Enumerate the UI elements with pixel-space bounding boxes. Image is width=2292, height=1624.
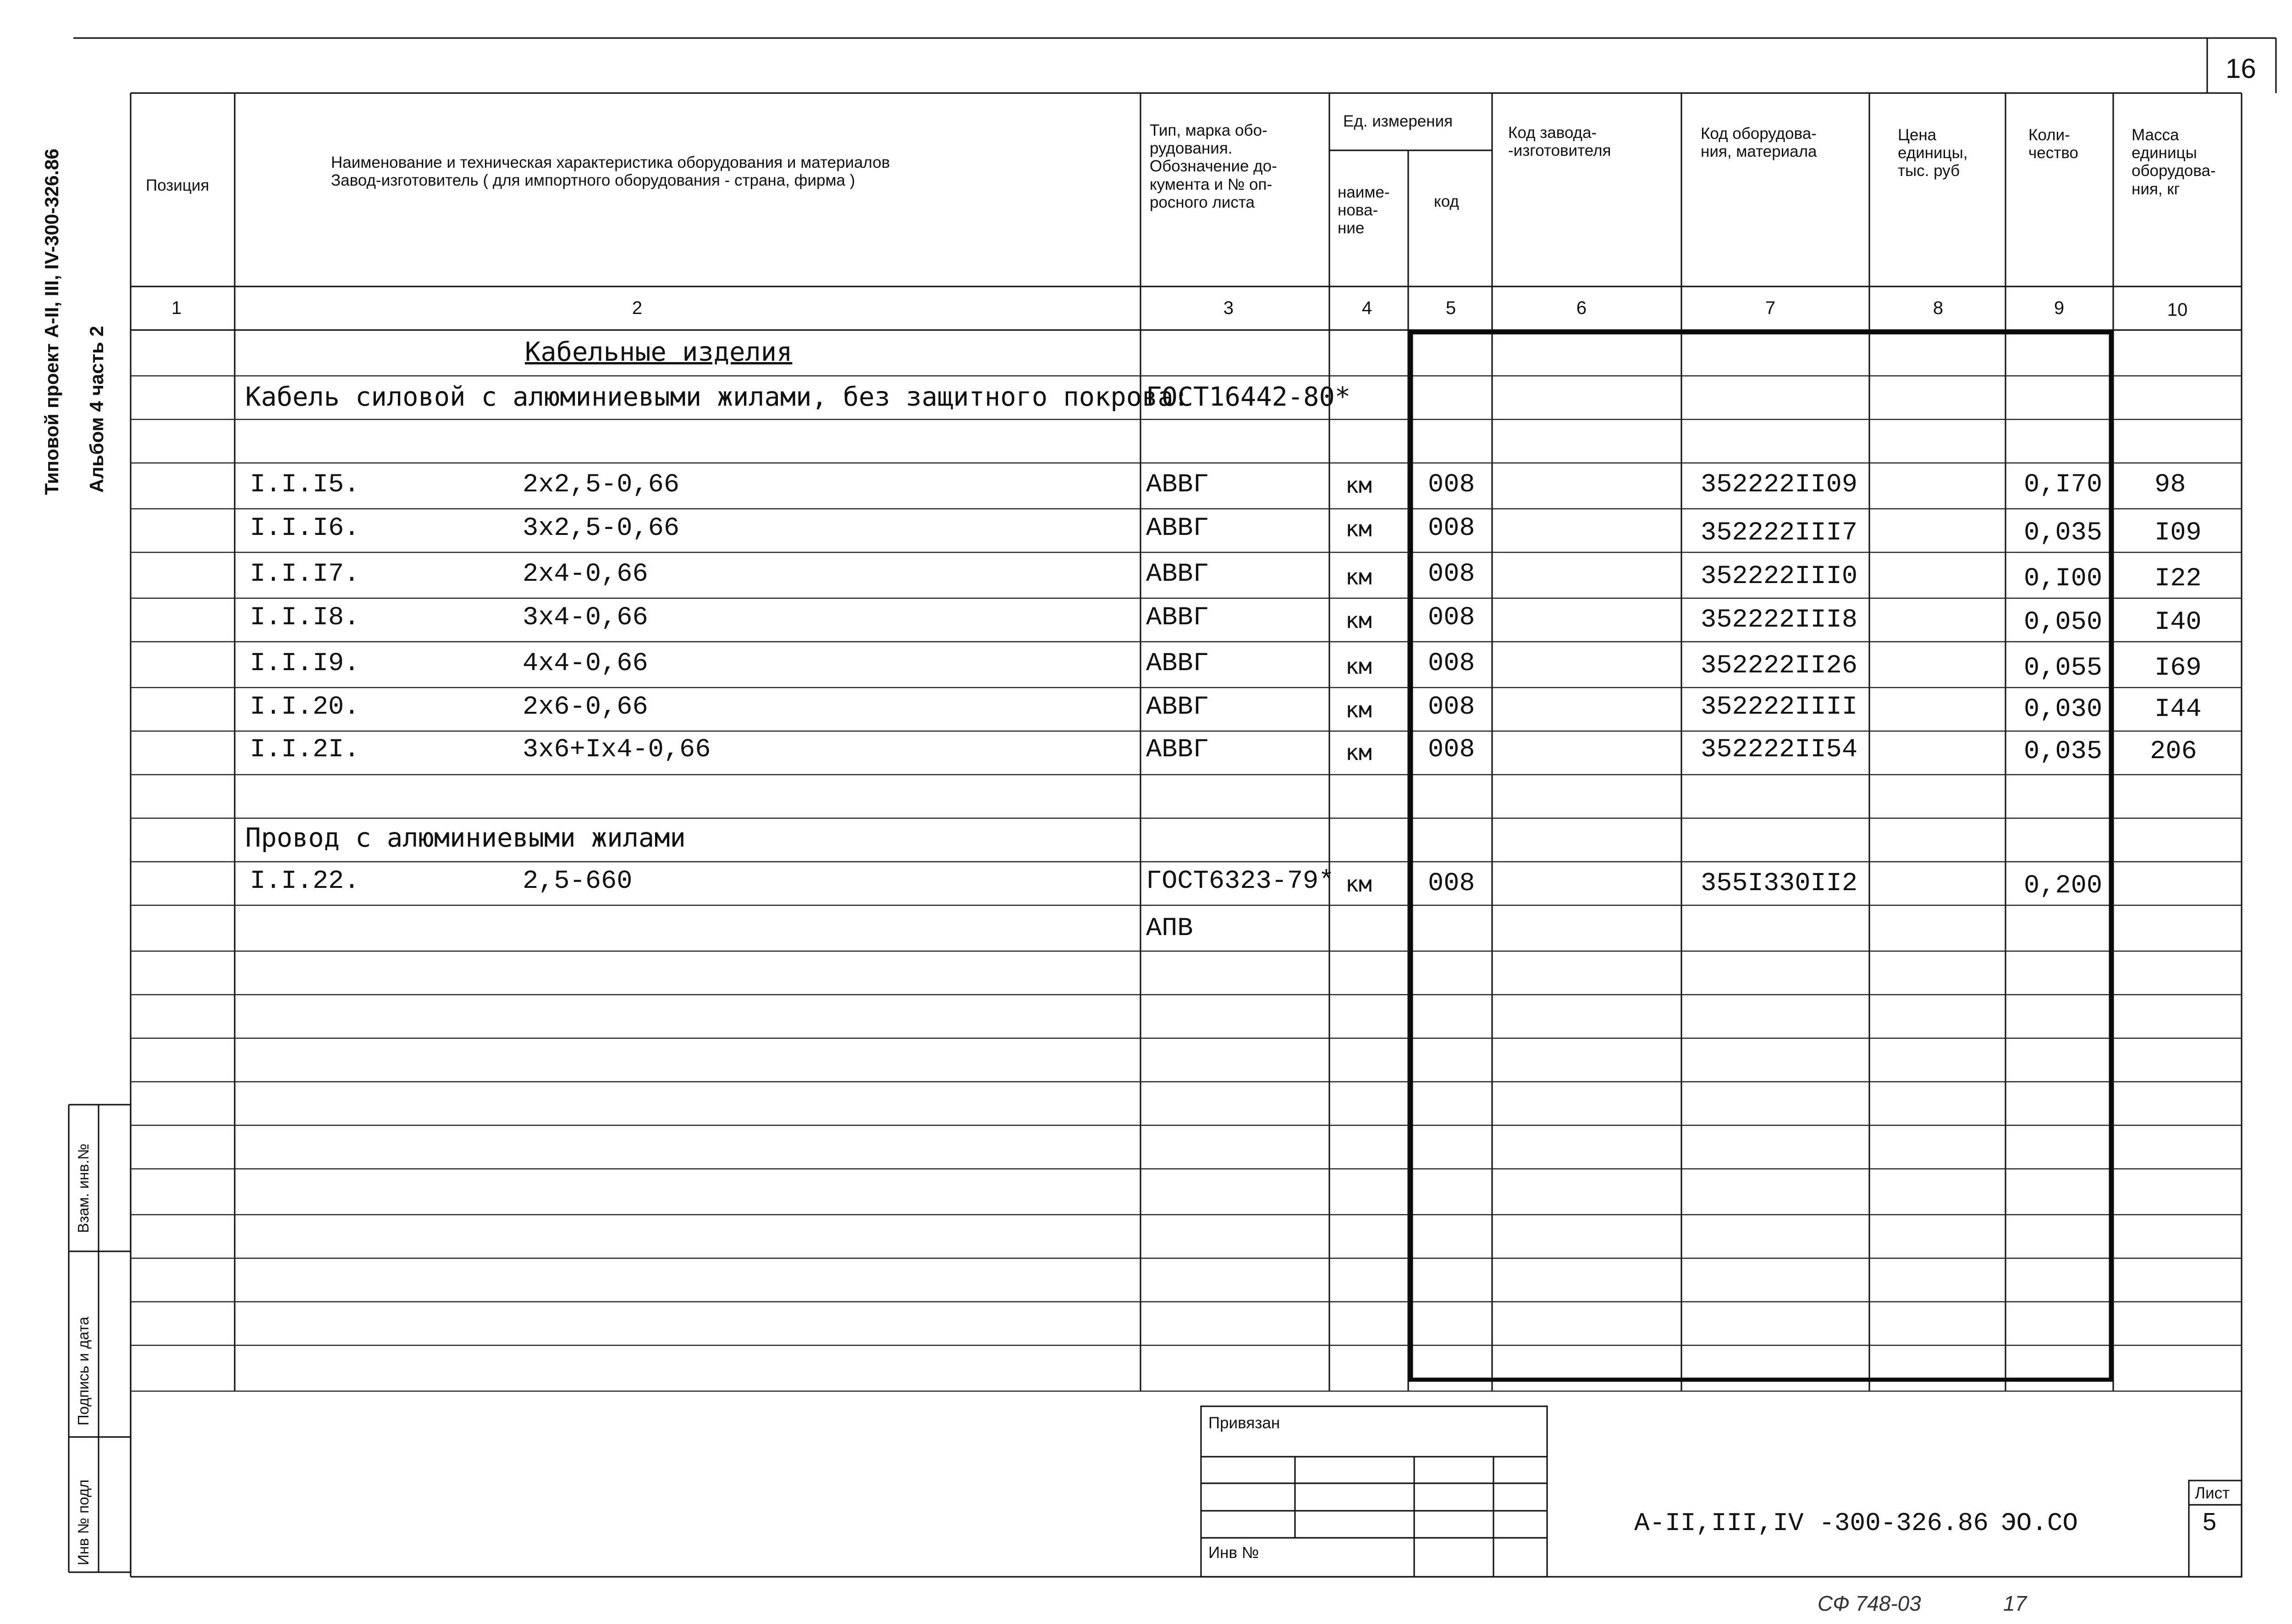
header-manufacturer-code: Код завода- -изготовителя [1508,124,1611,160]
unit-code-cell: 008 [1428,603,1475,633]
unit-code-cell: 008 [1428,470,1475,500]
column-number: 10 [2167,300,2188,320]
unit-code-cell: 008 [1428,649,1475,678]
quantity-cell: 0,035 [2024,737,2103,766]
bound-label: Привязан [1208,1414,1280,1432]
unit-code-cell: 008 [1428,735,1475,765]
type-cell: АВВГ [1146,603,1209,633]
mass-cell: I69 [2154,654,2202,683]
position-cell: I.I.I9. [250,649,360,678]
material-code-cell: 352222II09 [1701,470,1858,500]
type-cell: АВВГ [1146,693,1209,722]
header-quantity: Коли- чество [2028,126,2078,162]
side-project-label: Типовой проект А-II, III, IV-300-326.86 [41,149,62,495]
spec-cell: 3x2,5-0,66 [523,514,680,543]
column-number: 9 [2054,298,2065,318]
material-code-cell: 355I330II2 [1701,869,1858,898]
spec-cell: 2x4-0,66 [523,560,648,589]
header-material-code: Код оборудова- ния, материала [1701,125,1817,161]
material-code-cell: 352222IIII [1701,693,1858,722]
quantity-cell: 0,050 [2024,608,2103,637]
header-unit-price: Цена единицы, тыс. руб [1898,126,1968,180]
unit-code-cell: 008 [1428,560,1475,589]
spec-cell: 3x6+Ix4-0,66 [523,735,711,765]
type-cell: АВВГ [1146,514,1209,543]
position-cell: I.I.I6. [250,514,360,543]
unit-cell: км [1345,871,1372,897]
position-cell: I.I.I7. [250,560,360,589]
quantity-cell: 0,I70 [2024,470,2103,500]
type-cell: ГОСТ6323-79* [1146,867,1334,896]
position-cell: I.I.I5. [250,470,360,500]
side-album-label: Альбом 4 часть 2 [86,325,107,493]
cable-standard: ГОСТ16442-80* [1146,382,1351,412]
column-number: 3 [1223,298,1234,318]
position-cell: I.I.I8. [250,603,360,633]
header-unit-code: код [1434,193,1459,210]
mass-cell: I09 [2154,518,2202,548]
stamp-inv-original: Инв № подл [75,1479,92,1565]
column-number: 7 [1765,298,1776,318]
unit-code-cell: 008 [1428,869,1475,898]
sheet-value: 5 [2203,1508,2217,1536]
column-number: 2 [632,298,643,318]
quantity-cell: 0,030 [2024,695,2103,724]
document-code: А-II,III,IV -300-326.86 [1634,1508,1989,1538]
bottom-form-code: СФ 748-03 [1818,1591,1921,1615]
unit-cell: км [1345,516,1372,542]
document-suffix: ЭО.СО [2001,1508,2078,1538]
header-unit-mass: Масса единицы оборудова- ния, кг [2132,126,2216,198]
unit-cell: км [1345,740,1372,765]
mass-cell: 206 [2150,737,2197,766]
quantity-cell: 0,200 [2024,871,2103,901]
wire-type-cell: АПВ [1146,914,1193,943]
spec-cell: 2,5-660 [523,867,633,896]
section-title-wire: Провод с алюминиевыми жилами [245,823,686,853]
spec-cell: 4x4-0,66 [523,649,648,678]
mass-cell: I40 [2154,608,2202,637]
material-code-cell: 352222III8 [1701,606,1858,635]
position-cell: I.I.20. [250,693,360,722]
mass-cell: I44 [2154,695,2202,724]
header-unit-group: Ед. измерения [1343,112,1453,130]
cable-group-description: Кабель силовой с алюминиевыми жилами, без защитного покрова: [245,382,1190,412]
column-number: 8 [1933,298,1944,318]
inv-number-label: Инв № [1208,1544,1259,1562]
column-number: 4 [1361,298,1372,318]
quantity-cell: 0,055 [2024,654,2103,683]
material-code-cell: 352222III7 [1701,518,1858,548]
quantity-cell: 0,I00 [2024,564,2103,594]
mass-cell: 98 [2154,470,2186,500]
sheet-number: 16 [2226,53,2256,84]
spec-cell: 2x6-0,66 [523,693,648,722]
material-code-cell: 352222III0 [1701,562,1858,591]
position-cell: I.I.2I. [250,735,360,765]
type-cell: АВВГ [1146,470,1209,500]
stamp-signature-date: Подпись и дата [75,1316,92,1426]
stamp-inv-replaced: Взам. инв.№ [75,1143,92,1233]
unit-cell: км [1345,697,1372,723]
unit-cell: км [1345,564,1372,590]
header-name-description: Наименование и техническая характеристика оборудования и материалов Завод-изготовитель ( для импортного оборудования - страна, фирма ) [331,154,890,190]
unit-cell: км [1345,654,1372,679]
unit-code-cell: 008 [1428,514,1475,543]
type-cell: АВВГ [1146,735,1209,765]
header-type-mark: Тип, марка обо- рудования. Обозначение до- кумента и № оп- росного листа [1150,121,1277,211]
bottom-form-number: 17 [2003,1591,2027,1615]
mass-cell: I22 [2154,564,2202,594]
material-code-cell: 352222II54 [1701,735,1858,765]
column-number: 1 [171,298,182,318]
header-position: Позиция [146,176,209,194]
quantity-cell: 0,035 [2024,518,2103,548]
spec-cell: 2x2,5-0,66 [523,470,680,500]
header-unit-name: наиме- нова- ние [1338,183,1390,237]
section-title-cables: Кабельные изделия [525,337,793,367]
unit-code-cell: 008 [1428,693,1475,722]
unit-cell: км [1345,608,1372,633]
sheet-label: Лист [2195,1484,2230,1502]
column-number: 5 [1445,298,1456,318]
spec-cell: 3x4-0,66 [523,603,648,633]
position-cell: I.I.22. [250,867,360,896]
unit-cell: км [1345,473,1372,498]
material-code-cell: 352222II26 [1701,651,1858,681]
type-cell: АВВГ [1146,649,1209,678]
type-cell: АВВГ [1146,560,1209,589]
column-number: 6 [1576,298,1587,318]
